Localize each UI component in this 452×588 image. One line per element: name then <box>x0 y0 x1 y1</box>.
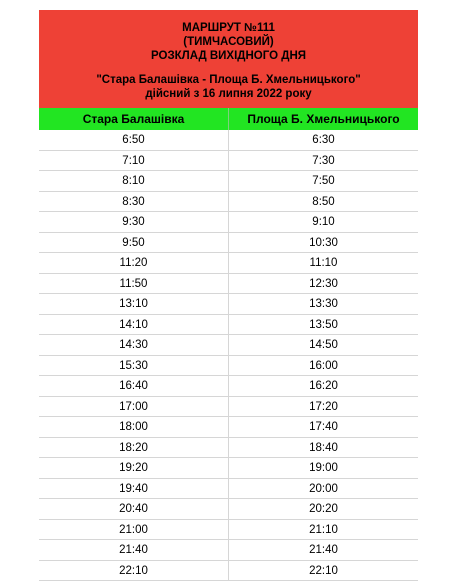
table-row <box>39 479 418 500</box>
departure-stara-balashivka: 19:40 <box>39 479 229 499</box>
table-row <box>39 540 418 561</box>
departure-stara-balashivka: 15:30 <box>39 356 229 376</box>
departure-ploshcha: 16:00 <box>309 359 338 372</box>
departure-ploshcha: 20:00 <box>309 482 338 495</box>
departure-ploshcha: 7:30 <box>312 154 335 167</box>
route-name: "Стара Балашівка - Площа Б. Хмельницького" <box>96 74 361 86</box>
table-row <box>39 151 418 172</box>
departure-ploshcha: 11:10 <box>309 257 338 269</box>
departure-stara-balashivka: 19:20 <box>39 458 229 478</box>
departure-stara-balashivka: 8:30 <box>39 192 229 212</box>
departure-ploshcha: 7:50 <box>312 175 335 187</box>
table-row <box>39 376 418 397</box>
departure-stara-balashivka: 18:00 <box>39 417 229 437</box>
table-row <box>39 171 418 192</box>
departure-ploshcha: 14:50 <box>309 339 338 351</box>
departure-stara-balashivka: 21:40 <box>39 540 229 560</box>
departure-ploshcha: 6:30 <box>312 134 335 146</box>
valid-from: дійсний з 16 липня 2022 року <box>145 88 312 100</box>
table-row <box>39 438 418 459</box>
departure-ploshcha: 17:40 <box>309 421 338 433</box>
route-number: МАРШРУТ №111 <box>182 22 275 34</box>
column-headers <box>39 108 418 130</box>
departure-ploshcha: 16:20 <box>309 380 338 392</box>
schedule-table-body <box>39 130 418 581</box>
departure-ploshcha: 9:10 <box>312 216 335 228</box>
table-row <box>39 212 418 233</box>
table-row <box>39 294 418 315</box>
table-row <box>39 417 418 438</box>
departure-stara-balashivka: 11:20 <box>39 253 229 273</box>
column-header-ploshcha: Площа Б. Хмельницького <box>247 112 400 126</box>
table-row <box>39 520 418 541</box>
departure-stara-balashivka: 13:10 <box>39 294 229 314</box>
departure-ploshcha: 18:40 <box>309 441 338 454</box>
departure-stara-balashivka: 14:10 <box>39 315 229 335</box>
table-row <box>39 458 418 479</box>
departure-ploshcha: 10:30 <box>309 236 338 249</box>
departure-ploshcha: 12:30 <box>309 277 338 290</box>
column-header-stara-balashivka: Стара Балашівка <box>39 108 229 130</box>
departure-stara-balashivka: 11:50 <box>39 274 229 294</box>
table-row <box>39 274 418 295</box>
table-row <box>39 130 418 151</box>
departure-ploshcha: 13:30 <box>309 298 338 310</box>
departure-stara-balashivka: 22:10 <box>39 561 229 581</box>
departure-stara-balashivka: 9:50 <box>39 233 229 253</box>
table-row <box>39 397 418 418</box>
departure-stara-balashivka: 20:40 <box>39 499 229 519</box>
departure-ploshcha: 13:50 <box>309 318 338 331</box>
departure-ploshcha: 19:00 <box>309 462 338 474</box>
header-spacer <box>39 63 418 73</box>
departure-stara-balashivka: 18:20 <box>39 438 229 458</box>
departure-stara-balashivka: 6:50 <box>39 130 229 150</box>
table-row <box>39 356 418 377</box>
departure-stara-balashivka: 14:30 <box>39 335 229 355</box>
departure-stara-balashivka: 8:10 <box>39 171 229 191</box>
departure-ploshcha: 21:10 <box>309 523 338 536</box>
departure-stara-balashivka: 9:30 <box>39 212 229 232</box>
schedule-header <box>39 10 418 108</box>
departure-ploshcha: 22:10 <box>309 564 338 577</box>
table-row <box>39 192 418 213</box>
departure-stara-balashivka: 17:00 <box>39 397 229 417</box>
departure-ploshcha: 8:50 <box>312 195 335 208</box>
schedule-type: РОЗКЛАД ВИХІДНОГО ДНЯ <box>150 50 307 62</box>
table-row <box>39 233 418 254</box>
departure-stara-balashivka: 7:10 <box>39 151 229 171</box>
departure-ploshcha: 20:20 <box>309 503 338 515</box>
table-row <box>39 315 418 336</box>
table-row <box>39 561 418 582</box>
temporary-note: (ТИМЧАСОВИЙ) <box>183 36 274 48</box>
schedule-sheet <box>39 10 418 581</box>
departure-ploshcha: 17:20 <box>309 400 338 413</box>
departure-stara-balashivka: 21:00 <box>39 520 229 540</box>
table-row <box>39 499 418 520</box>
table-row <box>39 253 418 274</box>
departure-ploshcha: 21:40 <box>309 544 338 556</box>
departure-stara-balashivka: 16:40 <box>39 376 229 396</box>
table-row <box>39 335 418 356</box>
